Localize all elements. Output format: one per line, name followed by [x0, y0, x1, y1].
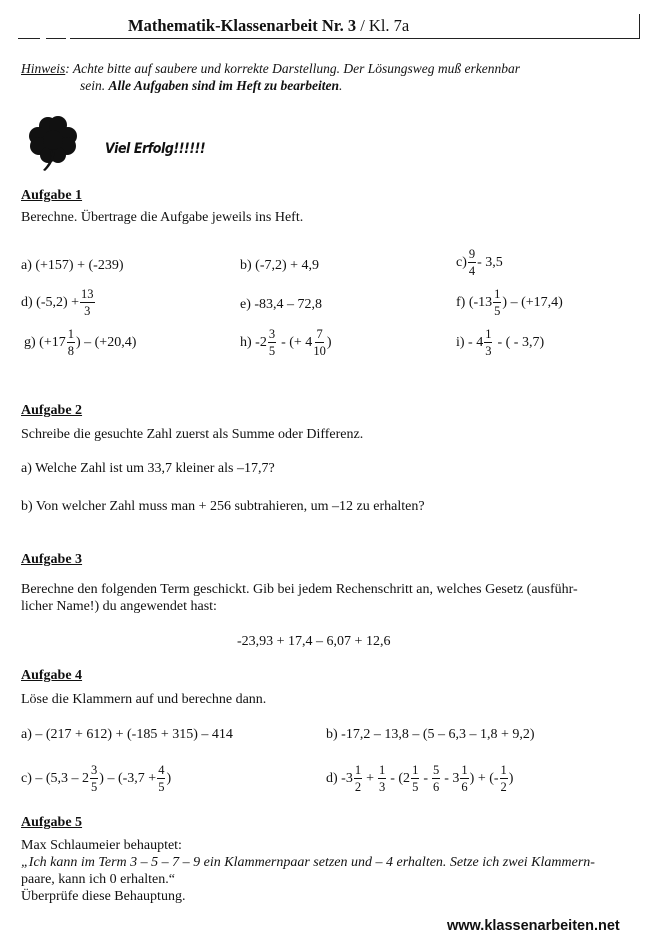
task-5-quote-1: „Ich kann im Term 3 – 5 – 7 – 9 ein Klammernpaar setzen und – 4 erhalten. Setze ich zwei Klammern- [21, 855, 595, 870]
task-3-intro-2: licher Name!) du angewendet hast: [21, 599, 217, 614]
task-1-intro: Berechne. Übertrage die Aufgabe jeweils ins Heft. [21, 210, 304, 225]
task-1e: e) -83,4 – 72,8 [240, 297, 323, 312]
hint-label: Hinweis [21, 61, 66, 76]
task-5-heading: Aufgabe 5 [21, 815, 83, 830]
header-rule-left-2 [46, 38, 66, 39]
fraction: $\frac{4}{5}$ [158, 763, 165, 794]
task-3-intro-1: Berechne den folgenden Term geschickt. Gib bei jedem Rechenschritt an, welches Gesetz (ausführ- [21, 582, 578, 597]
hint-line-1: Hinweis: Achte bitte auf saubere und korrekte Darstellung. Der Lösungsweg muß erkennbar [21, 61, 520, 76]
header-rule-left [18, 38, 40, 39]
hint-line-2: sein. Alle Aufgaben sind im Heft zu bearbeiten. [80, 78, 343, 93]
fraction: $\frac{1}{5}$ [494, 287, 501, 318]
clover-icon [26, 112, 82, 172]
task-1h: h) -2 $\frac{3}{5}$ - (+ 4 $\frac{7}{10}$ ) [240, 327, 332, 358]
fraction: $\frac{1}{6}$ [461, 763, 468, 794]
fraction: $\frac{1}{3}$ [485, 327, 492, 358]
task-4c: c) – (5,3 – 2 $\frac{3}{5}$ ) – (-3,7 + $\frac{4}{5}$ ) [21, 763, 172, 794]
page-title: Mathematik-Klassenarbeit Nr. 3 / Kl. 7a [128, 16, 410, 35]
task-5-line-4: Überprüfe diese Behauptung. [21, 889, 186, 904]
header-rule-right [639, 14, 640, 39]
task-2-intro: Schreibe die gesuchte Zahl zuerst als Summe oder Differenz. [21, 427, 364, 442]
task-1c: c) $\frac{9}{4}$ - 3,5 [456, 247, 503, 278]
greeting: Viel Erfolg!!!!!! [105, 141, 206, 157]
task-3-heading: Aufgabe 3 [21, 552, 83, 567]
task-4a: a) – (217 + 612) + (-185 + 315) – 414 [21, 727, 233, 742]
fraction: $\frac{5}{6}$ [432, 763, 440, 794]
task-1-heading: Aufgabe 1 [21, 188, 83, 203]
task-1g: g) (+17 $\frac{1}{8}$ ) – (+20,4) [24, 327, 137, 358]
header-rule [70, 38, 640, 39]
task-4d: d) -3 $\frac{1}{2}$ + $\frac{1}{3}$ - (2 $\frac{1}{5}$ - $\frac{5}{6}$ - 3 $\frac{1}{6}$ ) + (- $\frac{1}{2}$ ) [326, 763, 514, 794]
fraction: $\frac{1}{8}$ [67, 327, 74, 358]
fraction: $\frac{3}{5}$ [268, 327, 276, 358]
task-1d: d) (-5,2) + $\frac{13}{3}$ [21, 287, 94, 318]
fraction: $\frac{9}{4}$ [468, 247, 476, 278]
task-1a: a) (+157) + (-239) [21, 258, 124, 273]
task-4-heading: Aufgabe 4 [21, 668, 83, 683]
task-2-heading: Aufgabe 2 [21, 403, 83, 418]
fraction: $\frac{1}{2}$ [500, 763, 507, 794]
task-1f: f) (-13 $\frac{1}{5}$ ) – (+17,4) [456, 287, 563, 318]
fraction: $\frac{7}{10}$ [313, 327, 326, 358]
fraction: $\frac{13}{3}$ [81, 287, 94, 318]
task-2a: a) Welche Zahl ist um 33,7 kleiner als –17,7? [21, 461, 275, 476]
fraction: $\frac{1}{2}$ [354, 763, 362, 794]
task-4-intro: Löse die Klammern auf und berechne dann. [21, 692, 267, 707]
task-2b: b) Von welcher Zahl muss man + 256 subtrahieren, um –12 zu erhalten? [21, 499, 425, 514]
task-5-line-1: Max Schlaumeier behauptet: [21, 838, 182, 853]
task-4b: b) -17,2 – 13,8 – (5 – 6,3 – 1,8 + 9,2) [326, 727, 535, 742]
fraction: $\frac{1}{5}$ [412, 763, 419, 794]
task-1i: i) - 4 $\frac{1}{3}$ - ( - 3,7) [456, 327, 545, 358]
task-1b: b) (-7,2) + 4,9 [240, 258, 320, 273]
fraction: $\frac{1}{3}$ [378, 763, 386, 794]
task-5-quote-2: paare, kann ich 0 erhalten.“ [21, 872, 175, 887]
task-3-term: -23,93 + 17,4 – 6,07 + 12,6 [237, 634, 391, 649]
footer-url: www.klassenarbeiten.net [447, 918, 620, 934]
fraction: $\frac{3}{5}$ [91, 763, 98, 794]
